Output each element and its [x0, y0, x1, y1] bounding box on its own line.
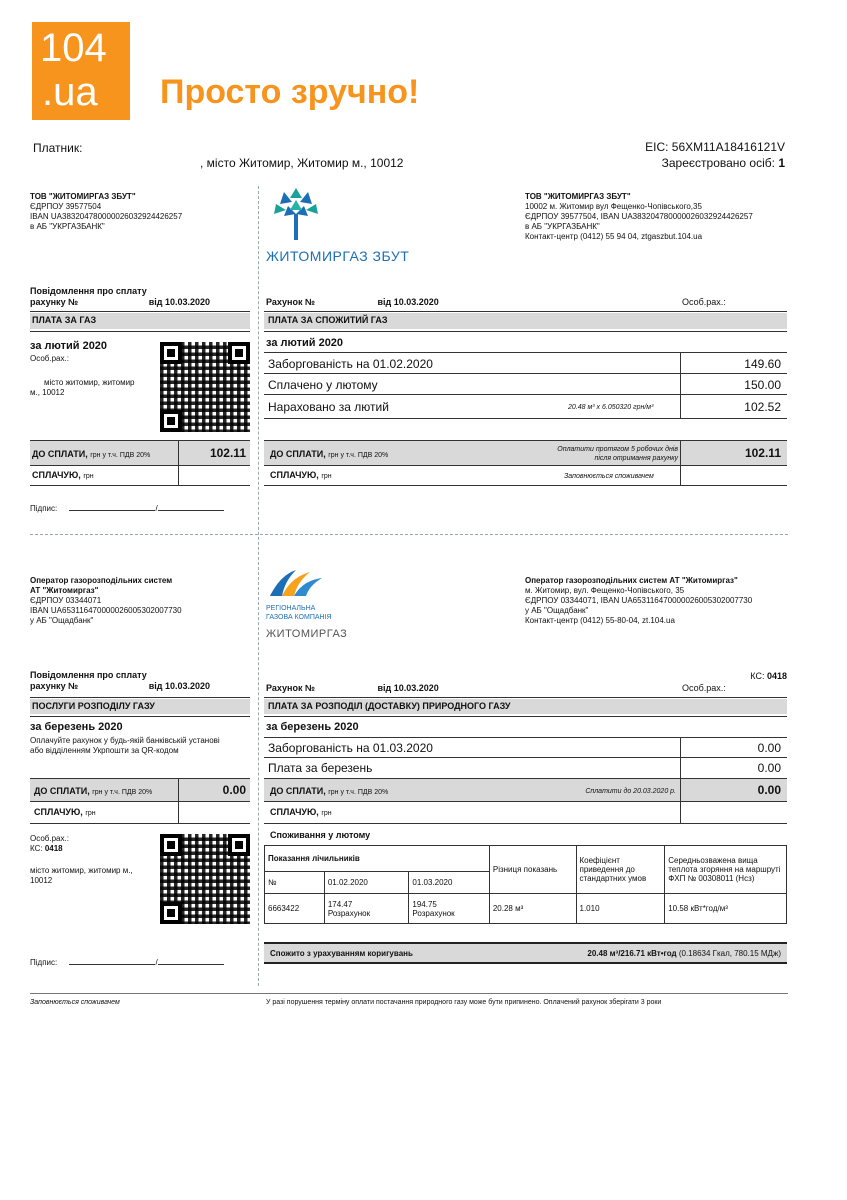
gas-left-topay-row: ДО СПЛАТИ, грн у т.ч. ПДВ 20% 102.11 [30, 440, 250, 466]
gas-bill-number: Рахунок № від 10.03.2020 [266, 297, 439, 307]
meter-reading-2: 194.75 Розрахунок [409, 894, 489, 924]
logo-bottom: .ua [42, 70, 98, 114]
meter-date2-header: 01.03.2020 [409, 872, 489, 894]
gas-bill-account: Особ.рах.: [682, 297, 726, 307]
divider [30, 331, 250, 332]
gas-left-topay-value: 102.11 [209, 446, 246, 460]
dist-left-section: ПОСЛУГИ РОЗПОДІЛУ ГАЗУ [30, 699, 250, 714]
dist-left-account: Особ.рах.: КС: 0418 місто житомир, житомир м., 10012 [30, 834, 133, 885]
tear-line-horizontal [30, 534, 788, 535]
dist-pay-hint: Оплачуйте рахунок у будь-якій банківській установі або відділенням Укрпошти за QR-кодом [30, 736, 220, 755]
regional-logo-line2: ГАЗОВА КОМПАНІЯ [266, 614, 332, 621]
gas-left-address: місто житомир, житомир м., 10012 [30, 378, 135, 397]
registered-persons [662, 156, 785, 170]
dist-notice-title: Повідомлення про сплату рахунку № від 10.03.2020 [30, 670, 210, 691]
gas-qr-code [160, 342, 250, 432]
divider [264, 331, 787, 332]
tree-icon [266, 184, 336, 244]
dist-row-charge: Плата за березень 0.00 [264, 758, 787, 778]
zhytomyrgaz-zbut-logo [266, 184, 426, 266]
dist-period-right: за березень 2020 [266, 721, 359, 733]
divider [264, 311, 787, 312]
registered-label: Зареєстровано осіб: [661, 156, 775, 170]
divider [30, 716, 250, 717]
gas-left-account: Особ.рах.: [30, 354, 69, 363]
meter-date1-header: 01.02.2020 [324, 872, 409, 894]
footer-right-note: У разі порушення терміну оплати постачання природного газу може бути припинено. Оплачений рахунок зберігати 3 роки [266, 999, 662, 1006]
payer-label: Платник: [33, 141, 83, 155]
gas-left-paid-row: СПЛАЧУЮ, грн [30, 466, 250, 486]
dist-left-paid-row: СПЛАЧУЮ, грн [30, 802, 250, 824]
gas-notice-title: Повідомлення про сплату рахунку № від 10.03.2020 [30, 286, 210, 307]
flame-icon [266, 566, 326, 602]
gas-row-paid: Сплачено у лютому 150.00 [264, 374, 787, 395]
meter-reading-1: 174.47 Розрахунок [324, 894, 409, 924]
meter-heat: 10.58 кВт*год/м³ [665, 894, 787, 924]
gas-left-company: ТОВ "ЖИТОМИРГАЗ ЗБУТ" ЄДРПОУ 39577504 IBAN UA383204780000026032924426257 в АБ "УКРГАЗБАНК" [30, 192, 183, 231]
gas-left-section: ПЛАТА ЗА ГАЗ [30, 313, 250, 329]
dist-left-topay-value: 0.00 [222, 783, 246, 797]
tear-line-vertical [258, 186, 259, 986]
meter-diff-header: Різниця показань [489, 846, 576, 894]
eic-code: ЕІС: 56ХМ11А18416121V [645, 140, 785, 154]
gas-right-section: ПЛАТА ЗА СПОЖИТИЙ ГАЗ [264, 313, 787, 329]
gas-row-charged: Нараховано за лютий 20.48 м³ х 6.050320 грн/м³ 102.52 [264, 395, 787, 419]
dist-right-company: Оператор газорозподільних систем АТ "Житомиргаз" м. Житомир, вул. Фещенко-Чопівського, 35 ЄДРПОУ 03344071, IBAN UA653116470000026005302007730 у АБ "Ощадбанк" Контакт-центр (0412) 55-80-04, zt.104.ua [525, 576, 753, 625]
dist-right-paid-row: СПЛАЧУЮ, грн [264, 802, 787, 824]
dist-right-topay-row: ДО СПЛАТИ, грн у т.ч. ПДВ 20% Сплатити до 20.03.2020 р. 0.00 [264, 778, 787, 802]
gas-right-topay-row: ДО СПЛАТИ, грн у т.ч. ПДВ 20% Оплатити протягом 5 робочих днів після отримання рахунку 102.11 [264, 440, 787, 466]
dist-right-topay-value: 0.00 [757, 783, 781, 797]
regional-gas-logo [266, 566, 386, 652]
gas-right-topay-value: 102.11 [744, 446, 781, 460]
meter-readings-table [264, 845, 787, 924]
regional-logo-line1: РЕГІОНАЛЬНА [266, 605, 316, 612]
footer-left-note: Заповнюється споживачем [30, 999, 120, 1006]
meter-no-header: № [265, 872, 325, 894]
slogan: Просто зручно! [160, 73, 420, 111]
divider [264, 697, 787, 698]
payer-address: , місто Житомир, Житомир м., 10012 [200, 156, 404, 170]
consumption-total-row: Спожито з урахуванням коригувань 20.48 м³/216.71 кВт•год (0.18634 Гкал, 780.15 МДж) [264, 942, 787, 964]
gas-period-left: за лютий 2020 [30, 340, 108, 352]
meter-diff: 20.28 м³ [489, 894, 576, 924]
gas-right-company: ТОВ "ЖИТОМИРГАЗ ЗБУТ" 10002 м. Житомир вул Фещенко-Чопівського,35 ЄДРПОУ 39577504, IBAN UA383204780000026032924426257 в АБ "УКРГАЗБАНК" Контакт-центр (0412) 55 94 04, ztgaszbut.104.ua [525, 192, 753, 241]
dist-bill-number: Рахунок № від 10.03.2020 [266, 683, 439, 693]
gas-sign-line: Підпис: / [30, 504, 224, 514]
gas-row-debt: Заборгованість на 01.02.2020 149.60 [264, 353, 787, 374]
dist-left-company: Оператор газорозподільних систем АТ "Житомиргаз" ЄДРПОУ 03344071 IBAN UA653116470000026005302007730 у АБ "Ощадбанк" [30, 576, 182, 625]
dist-qr-code [160, 834, 250, 924]
logo-top: 104 [40, 26, 107, 70]
gas-logo-name: ЖИТОМИРГАЗ ЗБУТ [266, 248, 410, 264]
divider [30, 311, 250, 312]
footer-divider [30, 993, 788, 994]
consumption-title: Споживання у лютому [270, 830, 371, 840]
meter-readings-header: Показання лічильників [265, 846, 490, 872]
brand-logo [32, 22, 130, 120]
meter-heat-header: Середньозважена вища теплота згоряння на маршруті ФХП № 00308011 (Нсз) [665, 846, 787, 894]
dist-row-debt: Заборгованість на 01.03.2020 0.00 [264, 738, 787, 758]
divider [264, 716, 787, 717]
meter-coef: 1.010 [576, 894, 665, 924]
dist-ks: КС: 0418 [750, 671, 787, 681]
gas-period-right: за лютий 2020 [266, 337, 344, 349]
dist-left-topay-row: ДО СПЛАТИ, грн у т.ч. ПДВ 20% 0.00 [30, 778, 250, 802]
meter-number: 6663422 [265, 894, 325, 924]
dist-bill-account: Особ.рах.: [682, 683, 726, 693]
dist-sign-line: Підпис: / [30, 958, 224, 968]
dist-period-left: за березень 2020 [30, 721, 123, 733]
registered-value: 1 [778, 156, 785, 170]
meter-coef-header: Коефіцієнт приведення до стандартних умов [576, 846, 665, 894]
divider [30, 697, 250, 698]
gas-right-paid-row: СПЛАЧУЮ, грн Заповнюється споживачем [264, 466, 787, 486]
regional-logo-name: ЖИТОМИРГАЗ [266, 628, 348, 640]
dist-right-section: ПЛАТА ЗА РОЗПОДІЛ (ДОСТАВКУ) ПРИРОДНОГО ГАЗУ [264, 699, 787, 714]
table-row [265, 894, 787, 924]
